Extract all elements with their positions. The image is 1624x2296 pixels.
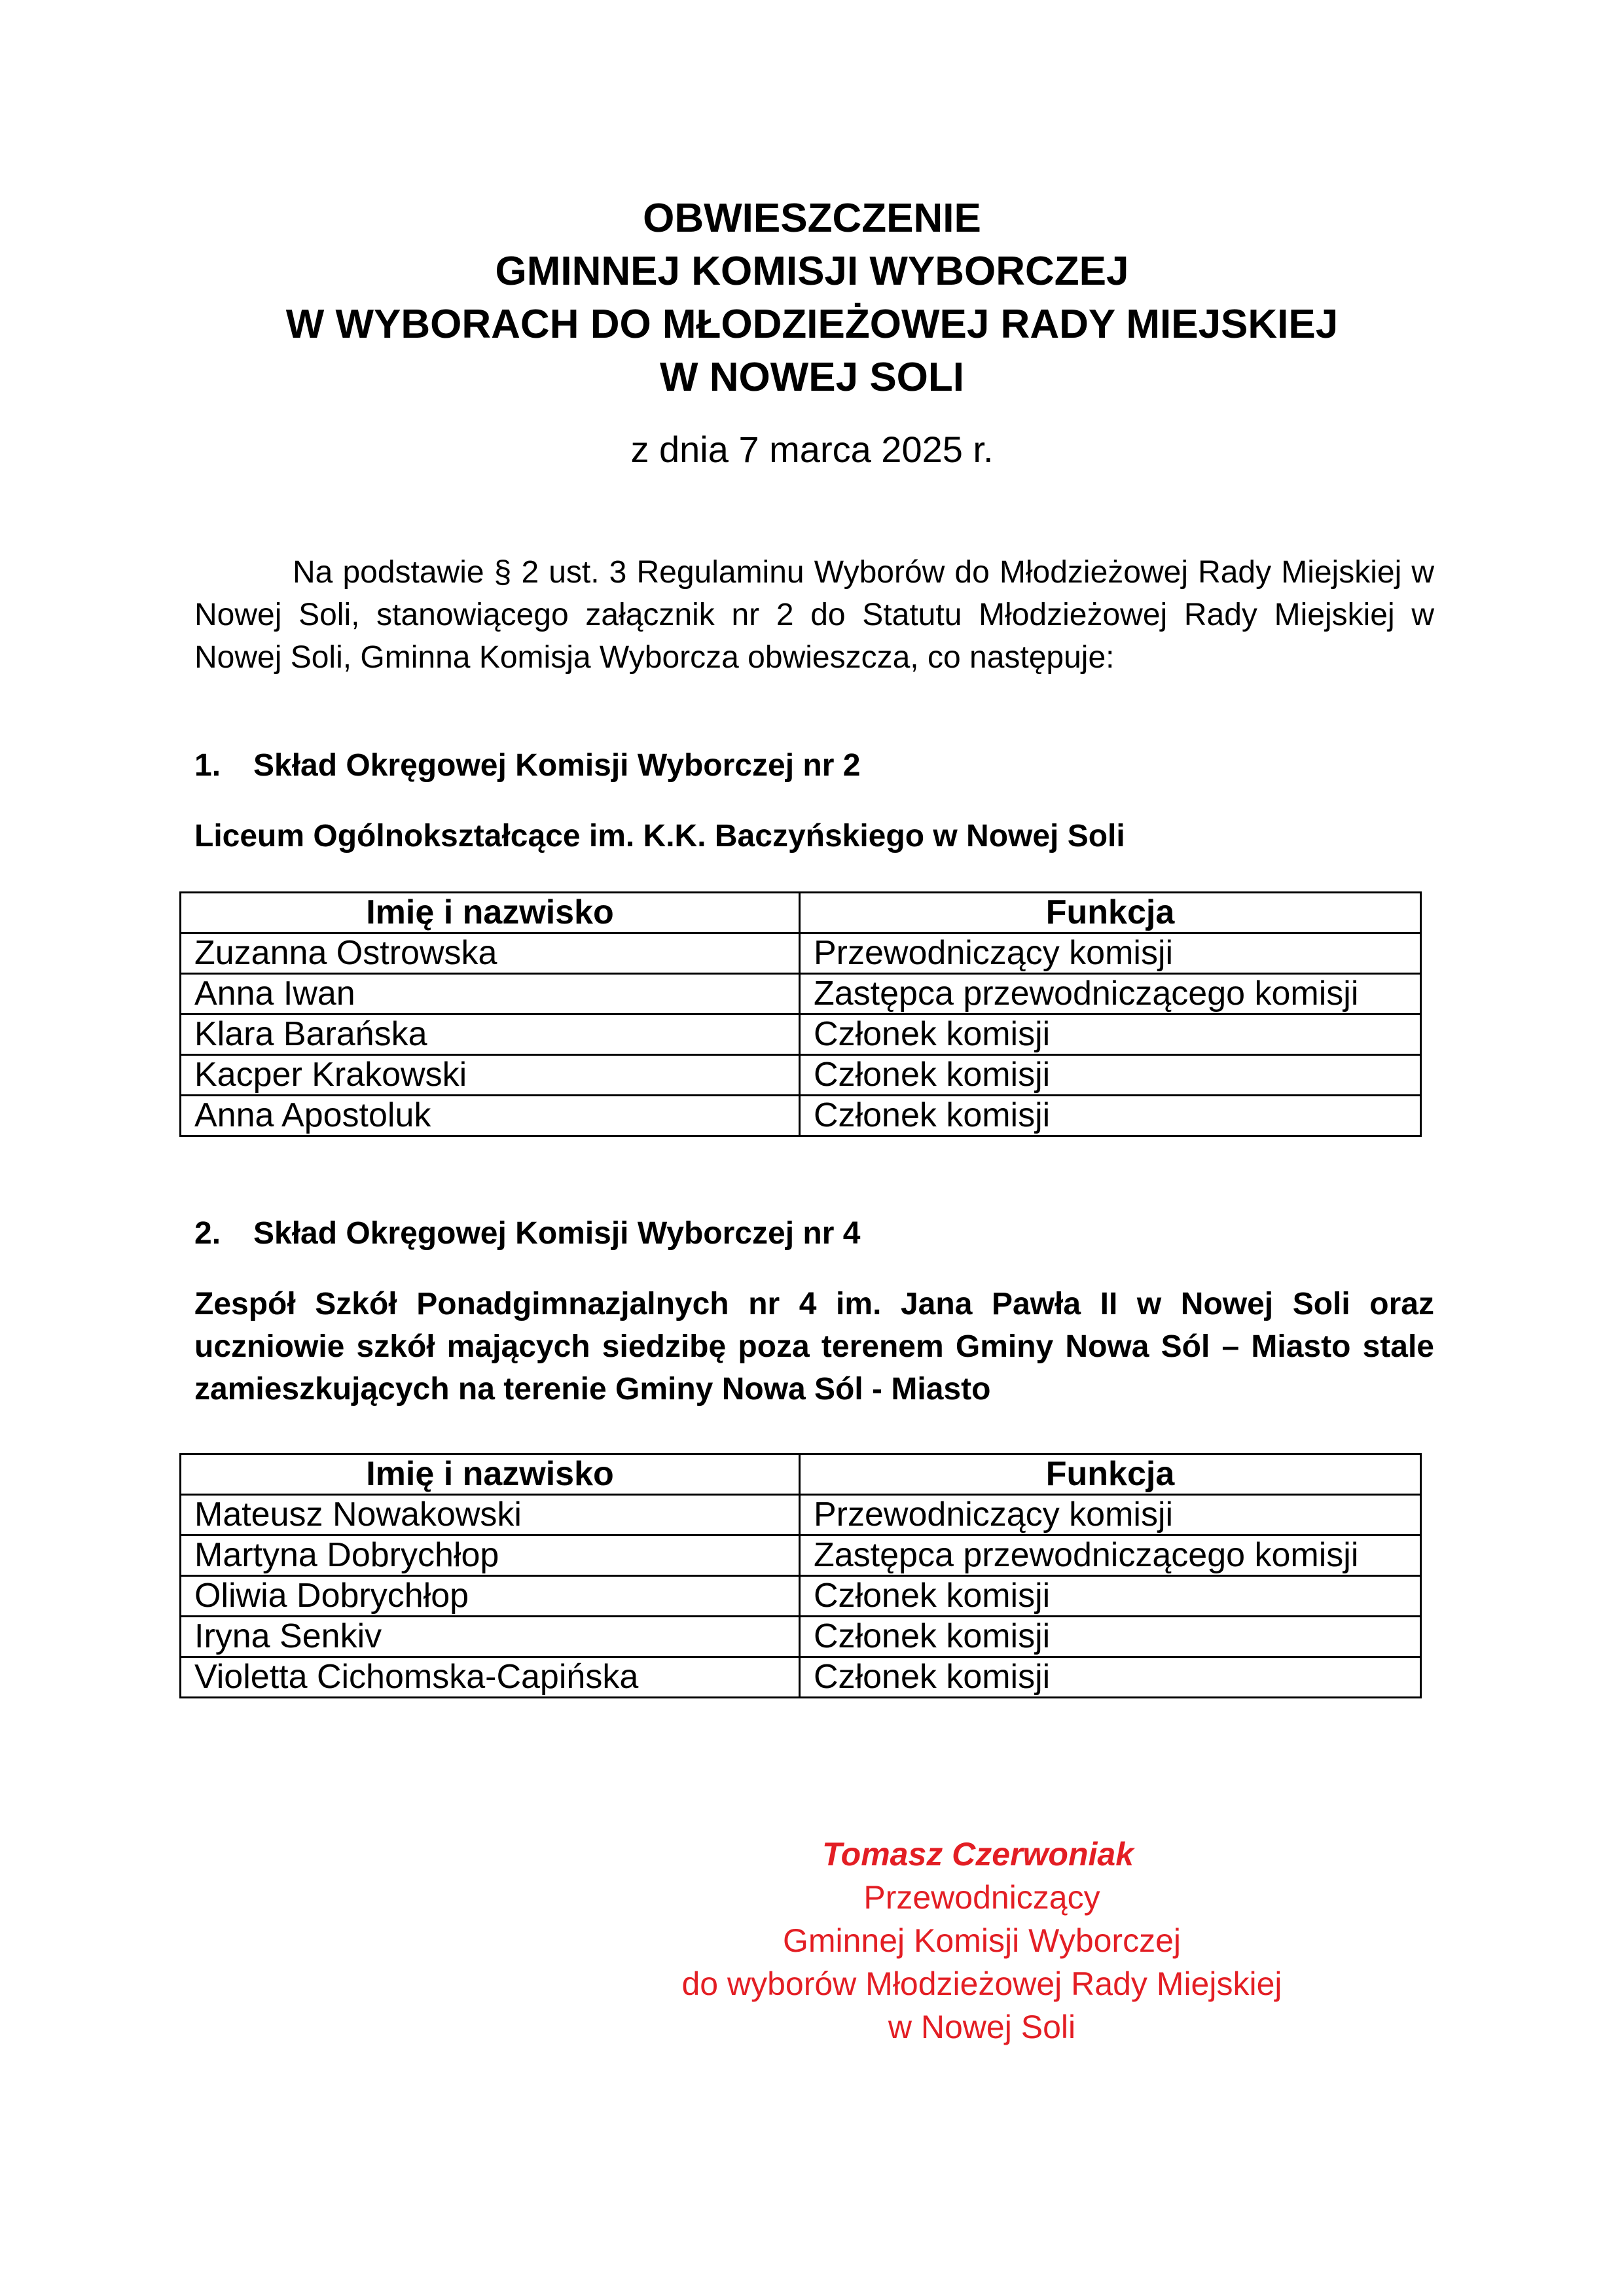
member-function: Członek komisji	[800, 1055, 1421, 1096]
section-1-school-text: Liceum Ogólnokształcące im. K.K. Baczyńskiego w Nowej Soli	[194, 819, 1125, 853]
section-2-school-text: Zespół Szkół Ponadgimnazjalnych nr 4 im. Jana Pawła II w Nowej Soli oraz uczniowie szkół mających siedzibę poza terenem Gminy Nowa Sól – Miasto stale zamieszkujących na terenie Gminy Nowa Sól - Miasto	[194, 1287, 1434, 1407]
section-1-title: Skład Okręgowej Komisji Wyborczej nr 2	[253, 748, 861, 783]
intro-text: Na podstawie § 2 ust. 3 Regulaminu Wyborów do Młodzieżowej Rady Miejskiej w Nowej Soli, stanowiącego załącznik nr 2 do Statutu Młodzieżowej Rady Miejskiej w Nowej Soli, Gminna Komisja Wyborcza obwieszcza, co następuje:	[194, 555, 1434, 675]
member-name: Zuzanna Ostrowska	[181, 933, 800, 974]
table-row	[181, 974, 1421, 1014]
column-header-name: Imię i nazwisko	[181, 893, 800, 933]
section-2-number: 2.	[194, 1216, 221, 1251]
member-function: Przewodniczący komisji	[800, 933, 1421, 974]
signatory-title-line-2: Gminnej Komisji Wyborczej	[782, 1922, 1182, 1959]
member-function: Członek komisji	[800, 1096, 1421, 1136]
member-name: Iryna Senkiv	[181, 1617, 800, 1657]
signatory-title-line-1: Przewodniczący	[863, 1879, 1100, 1916]
intro-paragraph	[194, 551, 1434, 679]
section-1-number: 1.	[194, 748, 221, 783]
member-name: Anna Iwan	[181, 974, 800, 1014]
signatory-title-line-3: do wyborów Młodzieżowej Rady Miejskiej	[681, 1965, 1282, 2002]
table-row	[181, 1657, 1421, 1698]
section-2-school	[194, 1283, 1434, 1410]
column-header-name: Imię i nazwisko	[181, 1454, 800, 1495]
member-name: Martyna Dobrychłop	[181, 1535, 800, 1576]
member-name: Klara Barańska	[181, 1014, 800, 1055]
signature-block	[655, 1833, 1309, 2049]
section-2-heading	[194, 1214, 860, 1253]
table-row	[181, 1495, 1421, 1535]
table-row	[181, 1535, 1421, 1576]
member-name: Violetta Cichomska-Capińska	[181, 1657, 800, 1698]
member-function: Zastępca przewodniczącego komisji	[800, 1535, 1421, 1576]
column-header-function: Funkcja	[800, 893, 1421, 933]
section-1-heading	[194, 746, 860, 785]
member-function: Członek komisji	[800, 1657, 1421, 1698]
member-function: Członek komisji	[800, 1014, 1421, 1055]
signatory-title-line-4: w Nowej Soli	[888, 2009, 1076, 2045]
table-header-row	[181, 1454, 1421, 1495]
column-header-function: Funkcja	[800, 1454, 1421, 1495]
table-row	[181, 1096, 1421, 1136]
table-row	[181, 933, 1421, 974]
member-function: Członek komisji	[800, 1617, 1421, 1657]
table-row	[181, 1617, 1421, 1657]
member-function: Zastępca przewodniczącego komisji	[800, 974, 1421, 1014]
member-name: Oliwia Dobrychłop	[181, 1576, 800, 1617]
member-function: Członek komisji	[800, 1576, 1421, 1617]
title-line-2: GMINNEJ KOMISJI WYBORCZEJ	[495, 249, 1129, 294]
signatory-name: Tomasz Czerwoniak	[821, 1836, 1134, 1873]
document-date: z dnia 7 marca 2025 r.	[630, 429, 994, 470]
section-2-table	[179, 1453, 1422, 1698]
member-name: Anna Apostoluk	[181, 1096, 800, 1136]
member-name: Mateusz Nowakowski	[181, 1495, 800, 1535]
table-row	[181, 1014, 1421, 1055]
table-row	[181, 1055, 1421, 1096]
table-row	[181, 1576, 1421, 1617]
title-line-1: OBWIESZCZENIE	[643, 196, 981, 241]
section-1-school	[194, 815, 1434, 857]
title-line-4: W NOWEJ SOLI	[660, 355, 964, 400]
member-function: Przewodniczący komisji	[800, 1495, 1421, 1535]
section-1-table	[179, 891, 1422, 1137]
title-line-3: W WYBORACH DO MŁODZIEŻOWEJ RADY MIEJSKIEJ	[285, 302, 1339, 347]
section-2-title: Skład Okręgowej Komisji Wyborczej nr 4	[253, 1216, 861, 1251]
document-title	[0, 192, 1624, 404]
table-header-row	[181, 893, 1421, 933]
member-name: Kacper Krakowski	[181, 1055, 800, 1096]
